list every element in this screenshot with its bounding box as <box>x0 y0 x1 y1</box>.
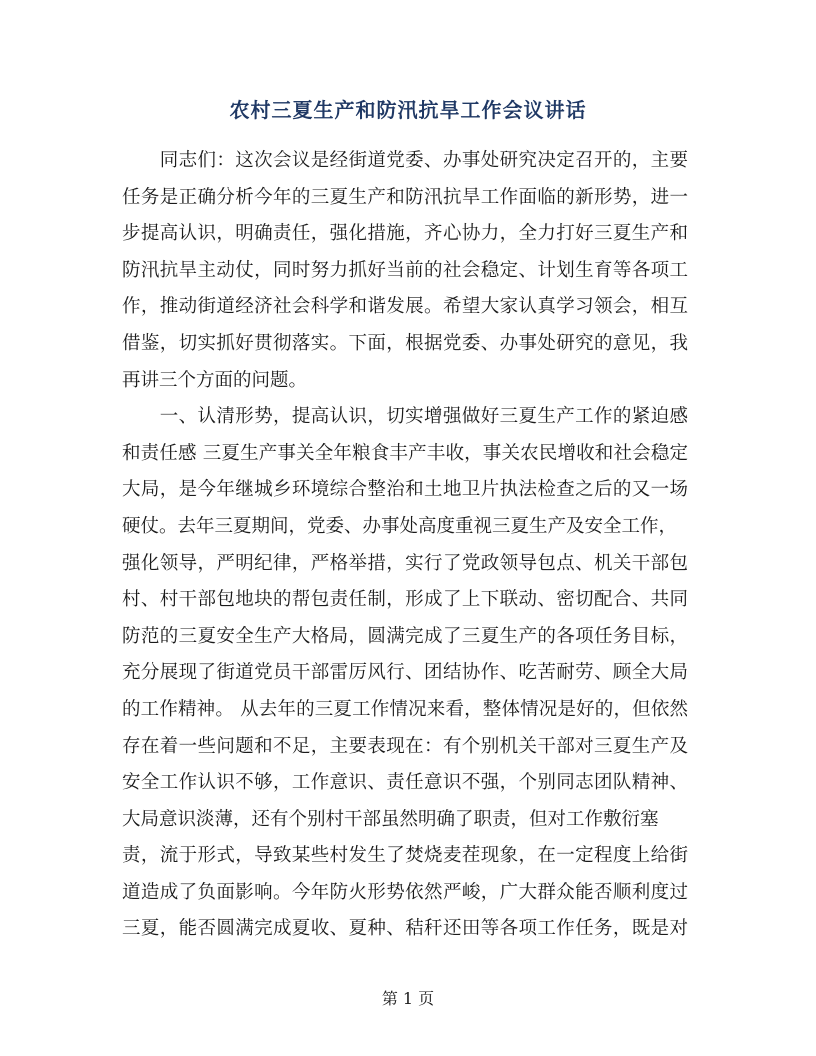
text-line: 借鉴，切实抓好贯彻落实。下面，根据党委、办事处研究的意见，我 <box>122 332 688 354</box>
text-line: 任务是正确分析今年的三夏生产和防汛抗旱工作面临的新形势，进一 <box>122 186 688 208</box>
text-line: 存在着一些问题和不足，主要表现在：有个别机关干部对三夏生产及 <box>122 735 688 757</box>
text-line: 再讲三个方面的问题。 <box>122 369 308 391</box>
text-line: 步提高认识，明确责任，强化措施，齐心协力，全力打好三夏生产和 <box>122 223 688 245</box>
text-line: 一、认清形势，提高认识，切实增强做好三夏生产工作的紧迫感 <box>122 406 688 428</box>
text-line: 三夏，能否圆满完成夏收、夏种、秸秆还田等各项工作任务，既是对 <box>122 918 688 940</box>
text-line: 安全工作认识不够，工作意识、责任意识不强，个别同志团队精神、 <box>122 772 688 794</box>
text-line: 充分展现了街道党员干部雷厉风行、团结协作、吃苦耐劳、顾全大局 <box>122 662 688 684</box>
text-line: 的工作精神。 从去年的三夏工作情况来看，整体情况是好的，但依然 <box>122 698 688 720</box>
text-line: 村、村干部包地块的帮包责任制，形成了上下联动、密切配合、共同 <box>122 589 688 611</box>
text-line: 硬仗。去年三夏期间，党委、办事处高度重视三夏生产及安全工作， <box>122 515 678 537</box>
document-title: 农村三夏生产和防汛抗旱工作会议讲话 <box>229 98 587 122</box>
text-line: 大局意识淡薄，还有个别村干部虽然明确了职责，但对工作敷衍塞 <box>122 808 659 830</box>
text-line: 责，流于形式，导致某些村发生了焚烧麦茬现象，在一定程度上给街 <box>122 845 688 867</box>
document-body <box>122 143 688 948</box>
text-line: 大局，是今年继城乡环境综合整治和土地卫片执法检查之后的又一场 <box>122 479 688 501</box>
text-line: 作，推动街道经济社会科学和谐发展。希望大家认真学习领会，相互 <box>122 296 688 318</box>
text-line: 同志们：这次会议是经街道党委、办事处研究决定召开的，主要 <box>122 150 688 171</box>
text-line: 防范的三夏安全生产大格局，圆满完成了三夏生产的各项任务目标， <box>122 625 688 647</box>
text-line: 强化领导，严明纪律，严格举措，实行了党政领导包点、机关干部包 <box>122 552 688 574</box>
text-line: 和责任感 三夏生产事关全年粮食丰产丰收，事关农民增收和社会稳定 <box>122 442 688 464</box>
text-line: 防汛抗旱主动仗，同时努力抓好当前的社会稳定、计划生育等各项工 <box>122 259 688 281</box>
page-number: 第 1 页 <box>381 989 435 1008</box>
text-line: 道造成了负面影响。今年防火形势依然严峻，广大群众能否顺利度过 <box>122 881 688 903</box>
